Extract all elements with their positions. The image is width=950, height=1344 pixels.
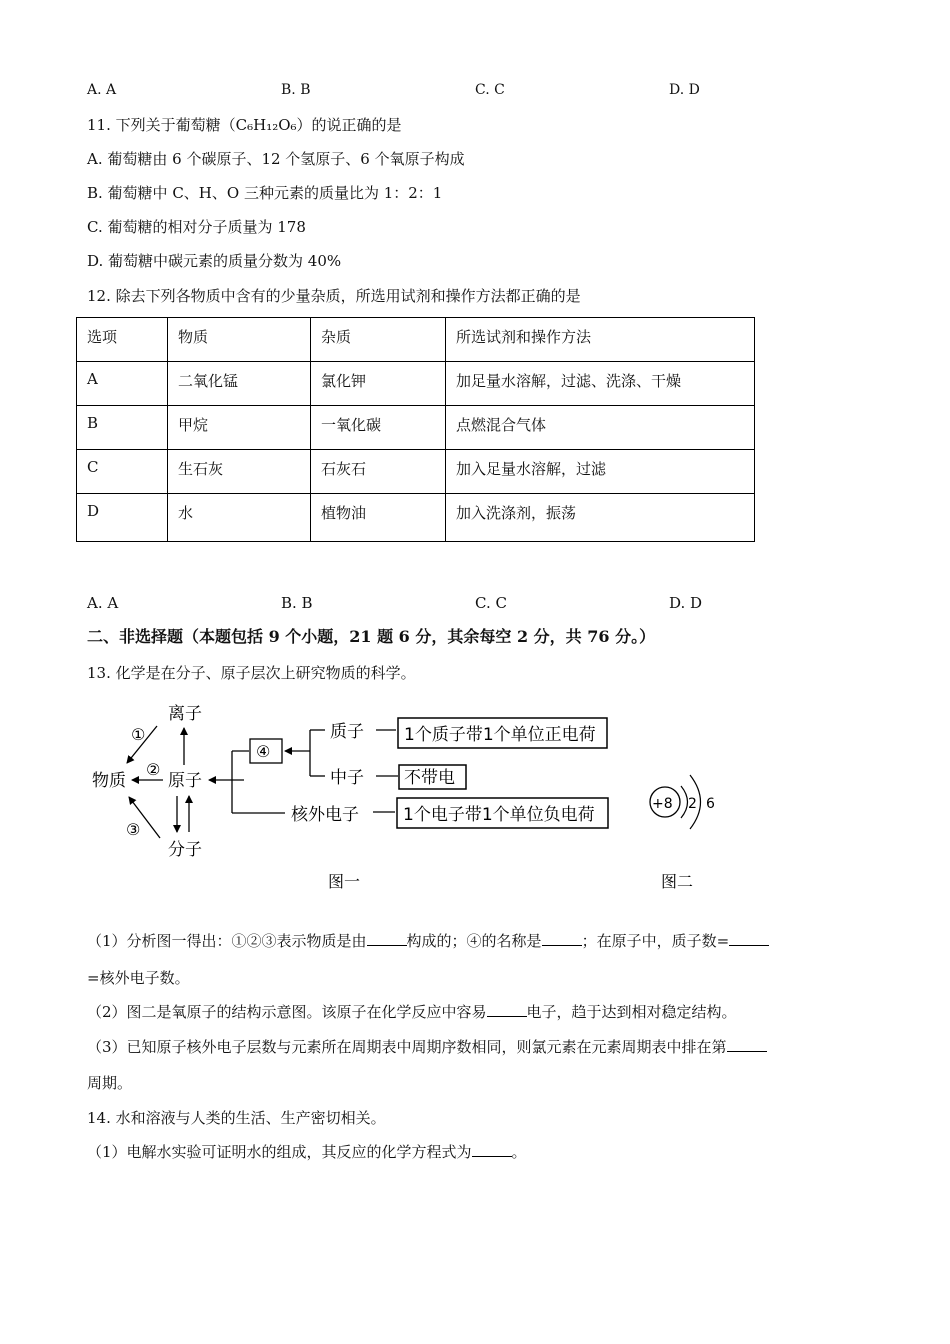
shell-2-electrons: 6 — [706, 796, 715, 812]
answer-blank[interactable] — [542, 931, 582, 946]
table-row — [77, 406, 755, 450]
table-cell: C — [77, 450, 168, 494]
nucleus-charge: +8 — [652, 796, 673, 812]
label-ion: 离子 — [168, 704, 202, 724]
q12-option-a: A. A — [87, 594, 119, 612]
answer-blank[interactable] — [727, 1037, 767, 1052]
q13-p1-text-a: （1）分析图一得出：①②③表示物质是由 — [87, 932, 367, 950]
q13-part2 — [87, 1002, 737, 1022]
answer-blank[interactable] — [367, 931, 407, 946]
answer-blank[interactable] — [472, 1142, 512, 1157]
marker-3: ③ — [126, 820, 141, 839]
q13-p3-text-a: （3）已知原子核外电子层数与元素所在周期表中周期序数相同，则氯元素在元素周期表中排在第 — [87, 1038, 727, 1056]
table-header-cell: 杂质 — [311, 318, 446, 362]
marker-1: ① — [131, 725, 146, 744]
q13-stem: 13. 化学是在分子、原子层次上研究物质的科学。 — [87, 664, 416, 682]
prev-option-c: C. C — [475, 82, 505, 98]
table-cell: 二氧化锰 — [168, 362, 311, 406]
prev-option-a: A. A — [87, 82, 117, 98]
table-cell: 加入足量水溶解，过滤 — [446, 450, 755, 494]
prev-option-d: D. D — [669, 82, 700, 98]
label-molecule: 分子 — [168, 840, 202, 860]
answer-blank[interactable] — [729, 931, 769, 946]
marker-4: ④ — [256, 742, 271, 761]
q13-p1-text-b: 构成的；④的名称是 — [406, 932, 542, 950]
q12-option-c: C. C — [475, 594, 507, 612]
q12-stem: 12. 除去下列各物质中含有的少量杂质，所选用试剂和操作方法都正确的是 — [87, 287, 581, 305]
table-row — [77, 450, 755, 494]
electron-description: 1个电子带1个单位负电荷 — [403, 805, 595, 825]
q13-p1-text-d: =核外电子数。 — [87, 969, 190, 987]
table-cell: 氯化钾 — [311, 362, 446, 406]
q12-option-b: B. B — [281, 594, 313, 612]
table-cell: 水 — [168, 494, 311, 542]
q14-p1-text-b: 。 — [511, 1143, 527, 1161]
marker-2: ② — [146, 760, 161, 779]
answer-blank[interactable] — [487, 1002, 527, 1017]
proton-description: 1个质子带1个单位正电荷 — [404, 725, 596, 745]
table-header-cell: 所选试剂和操作方法 — [446, 318, 755, 362]
table-cell: 石灰石 — [311, 450, 446, 494]
table-cell: 加足量水溶解，过滤、洗涤、干燥 — [446, 362, 755, 406]
figure2-caption: 图二 — [661, 872, 694, 891]
q12-option-d: D. D — [669, 594, 703, 612]
label-proton: 质子 — [330, 722, 364, 742]
table-cell: B — [77, 406, 168, 450]
q14-part1 — [87, 1142, 527, 1162]
table-header-cell: 选项 — [77, 318, 168, 362]
q13-part3 — [87, 1037, 767, 1057]
q13-p3-text-b: 周期。 — [87, 1074, 133, 1092]
table-row — [77, 362, 755, 406]
table-cell: D — [77, 494, 168, 542]
table-cell: 一氧化碳 — [311, 406, 446, 450]
table-cell: 生石灰 — [168, 450, 311, 494]
q13-p2-text-a: （2）图二是氧原子的结构示意图。该原子在化学反应中容易 — [87, 1003, 487, 1021]
label-electron: 核外电子 — [291, 805, 359, 825]
q11-stem: 11. 下列关于葡萄糖（C₆H₁₂O₆）的说正确的是 — [87, 116, 402, 134]
neutron-description: 不带电 — [404, 768, 455, 788]
section-title: 二、非选择题（本题包括 9 个小题，21 题 6 分，其余每空 2 分，共 76 分。） — [87, 627, 656, 646]
q13-p2-text-b: 电子，趋于达到相对稳定结构。 — [526, 1003, 737, 1021]
prev-option-b: B. B — [281, 82, 311, 98]
table-cell: 甲烷 — [168, 406, 311, 450]
shell-1-electrons: 2 — [688, 796, 697, 812]
table-cell: 植物油 — [311, 494, 446, 542]
q13-part1 — [87, 931, 769, 951]
q11-option-a: A. 葡萄糖由 6 个碳原子、12 个氢原子、6 个氧原子构成 — [87, 150, 465, 168]
table-cell: 加入洗涤剂，振荡 — [446, 494, 755, 542]
label-substance: 物质 — [92, 771, 126, 791]
table-header-row — [77, 318, 755, 362]
q13-p1-text-c: ；在原子中，质子数= — [581, 932, 730, 950]
label-atom: 原子 — [168, 771, 202, 791]
atom-structure-diagram — [0, 690, 950, 905]
table-cell: A — [77, 362, 168, 406]
q11-option-c: C. 葡萄糖的相对分子质量为 178 — [87, 218, 306, 236]
q11-option-d: D. 葡萄糖中碳元素的质量分数为 40% — [87, 252, 342, 270]
q14-p1-text-a: （1）电解水实验可证明水的组成，其反应的化学方程式为 — [87, 1143, 472, 1161]
q12-table — [76, 317, 755, 542]
label-neutron: 中子 — [330, 768, 364, 788]
table-row — [77, 494, 755, 542]
table-cell: 点燃混合气体 — [446, 406, 755, 450]
table-header-cell: 物质 — [168, 318, 311, 362]
figure1-caption: 图一 — [328, 872, 361, 891]
q14-stem: 14. 水和溶液与人类的生活、生产密切相关。 — [87, 1109, 386, 1127]
q11-option-b: B. 葡萄糖中 C、H、O 三种元素的质量比为 1：2：1 — [87, 184, 443, 202]
